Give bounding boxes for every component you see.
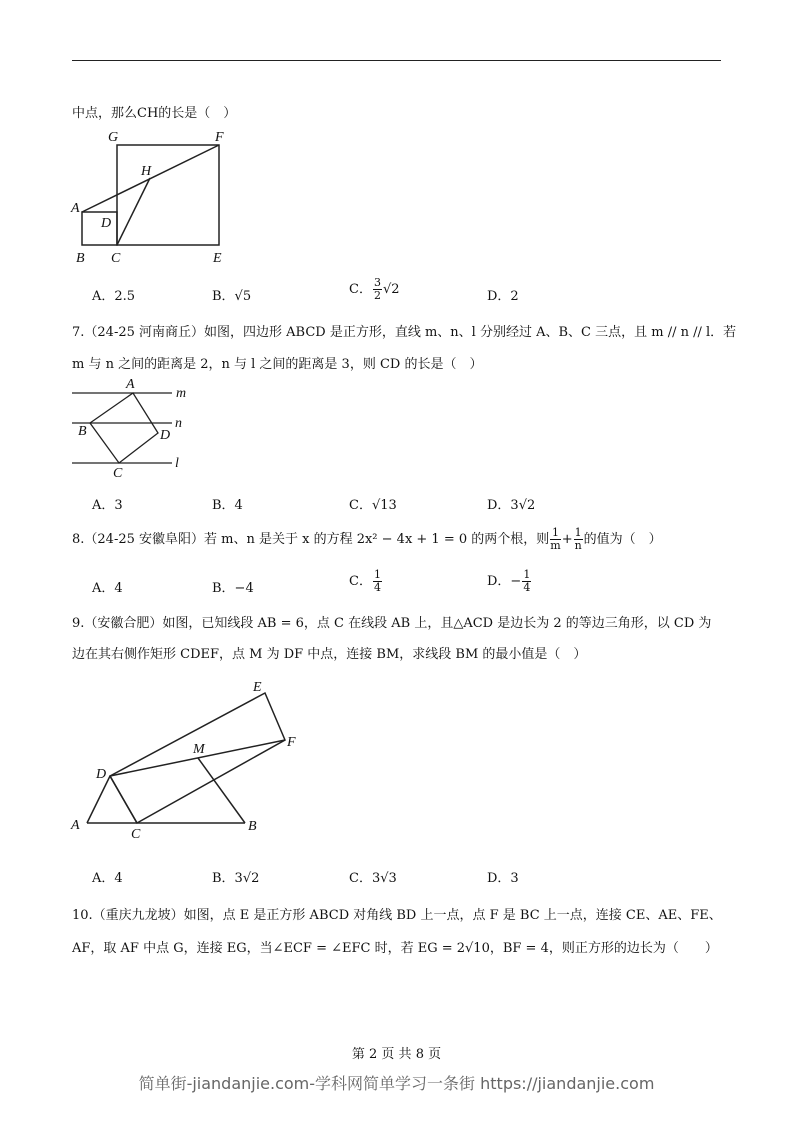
q9-option-c[interactable]: C．3√3	[349, 871, 397, 886]
numerator: 1	[574, 526, 582, 539]
denominator: 2	[373, 289, 381, 302]
q8-option-d-prefix: D．−	[487, 574, 522, 589]
q6-label-e: E	[213, 251, 222, 266]
q7-option-c[interactable]: C．√13	[349, 498, 397, 513]
numerator: 1	[552, 526, 559, 539]
q9-text-line1: 9.（安徽合肥）如图，已知线段 AB = 6，点 C 在线段 AB 上，且△ACD 是边长为 2 的等边三角形，以 CD 为	[72, 616, 712, 631]
numerator: 1	[373, 568, 381, 581]
q10-text-line2: AF，取 AF 中点 G，连接 EG，当∠ECF = ∠EFC 时，若 EG = 2√10，BF = 4，则正方形的边长为（ ）	[72, 941, 718, 956]
q6-label-d: D	[101, 216, 112, 231]
q7-label-m: m	[176, 386, 187, 401]
q8-option-d[interactable]	[487, 569, 532, 594]
q6-label-f: F	[215, 130, 224, 145]
fraction-1-m	[550, 527, 560, 552]
fraction	[522, 569, 531, 594]
q6-option-c-rest: √2	[382, 282, 400, 297]
q6-option-d[interactable]: D．2	[487, 289, 519, 304]
q9-label-a: A	[71, 818, 80, 833]
q8-option-c[interactable]	[349, 569, 383, 594]
q9-text-line2: 边在其右侧作矩形 CDEF，点 M 为 DF 中点，连接 BM，求线段 BM 的最小值是（ ）	[72, 647, 587, 662]
q8-option-a[interactable]: A．4	[92, 581, 123, 596]
q9-label-b: B	[248, 819, 257, 834]
q7-option-b[interactable]: B．4	[212, 498, 243, 513]
page-number: 第 2 页 共 8 页	[351, 1047, 442, 1062]
q9-option-b[interactable]: B．3√2	[212, 871, 260, 886]
q9-option-d[interactable]: D．3	[487, 871, 519, 886]
fraction-1-n	[574, 527, 583, 552]
q7-figure	[72, 393, 172, 463]
q6-option-c-prefix: C．	[349, 282, 372, 297]
q7-label-n: n	[175, 416, 182, 431]
q6-tail-text: 中点，那么CH的长是（ ）	[72, 106, 237, 121]
q8-text	[72, 527, 662, 552]
q6-label-a: A	[71, 201, 80, 216]
q8-option-c-prefix: C．	[349, 574, 372, 589]
q8-text-tail: 的值为（ ）	[583, 532, 662, 547]
q7-text-line1: 7.（24-25 河南商丘）如图，四边形 ABCD 是正方形，直线 m、n、l 分别经过 A、B、C 三点，且 m // n // l．若	[72, 325, 737, 340]
q6-label-c: C	[111, 251, 121, 266]
q6-option-c[interactable]	[349, 277, 400, 302]
q9-label-d: D	[96, 767, 107, 782]
denominator: 4	[523, 581, 531, 594]
q7-label-l: l	[175, 456, 179, 471]
q6-label-b: B	[76, 251, 85, 266]
q9-figure	[87, 693, 285, 823]
fraction	[373, 569, 382, 594]
q9-label-e: E	[253, 680, 262, 695]
denominator: 4	[373, 581, 381, 594]
q9-label-c: C	[131, 827, 141, 842]
q9-label-f: F	[287, 735, 296, 750]
denominator: m	[550, 539, 561, 552]
q6-option-b[interactable]: B．√5	[212, 289, 252, 304]
q6-option-a[interactable]: A．2.5	[92, 289, 136, 304]
q8-text-main: 8.（24-25 安徽阜阳）若 m、n 是关于 x 的方程 2x² − 4x + 1 = 0 的两个根，则	[72, 532, 550, 547]
q9-label-m: M	[193, 742, 205, 757]
q7-option-d[interactable]: D．3√2	[487, 498, 536, 513]
q7-label-a: A	[126, 377, 135, 392]
numerator: 1	[523, 568, 531, 581]
numerator: 3	[373, 276, 381, 289]
q10-text-line1: 10.（重庆九龙坡）如图，点 E 是正方形 ABCD 对角线 BD 上一点，点 F 是 BC 上一点，连接 CE、AE、FE、	[72, 908, 722, 923]
plus-sign: +	[561, 532, 573, 547]
q6-label-g: G	[108, 130, 119, 145]
q7-text-line2: m 与 n 之间的距离是 2，n 与 l 之间的距离是 3，则 CD 的长是（ ）	[72, 357, 483, 372]
denominator: n	[574, 539, 582, 552]
q8-option-b[interactable]: B．−4	[212, 581, 254, 596]
q7-option-a[interactable]: A．3	[92, 498, 123, 513]
q9-option-a[interactable]: A．4	[92, 871, 123, 886]
q6-label-h: H	[141, 164, 152, 179]
q7-label-c: C	[113, 466, 123, 481]
fraction	[373, 277, 382, 302]
watermark: 简单街-jiandanjie.com-学科网简单学习一条街 https://jiandanjie.com	[138, 1074, 655, 1093]
q7-label-d: D	[160, 428, 171, 443]
q7-label-b: B	[78, 424, 87, 439]
